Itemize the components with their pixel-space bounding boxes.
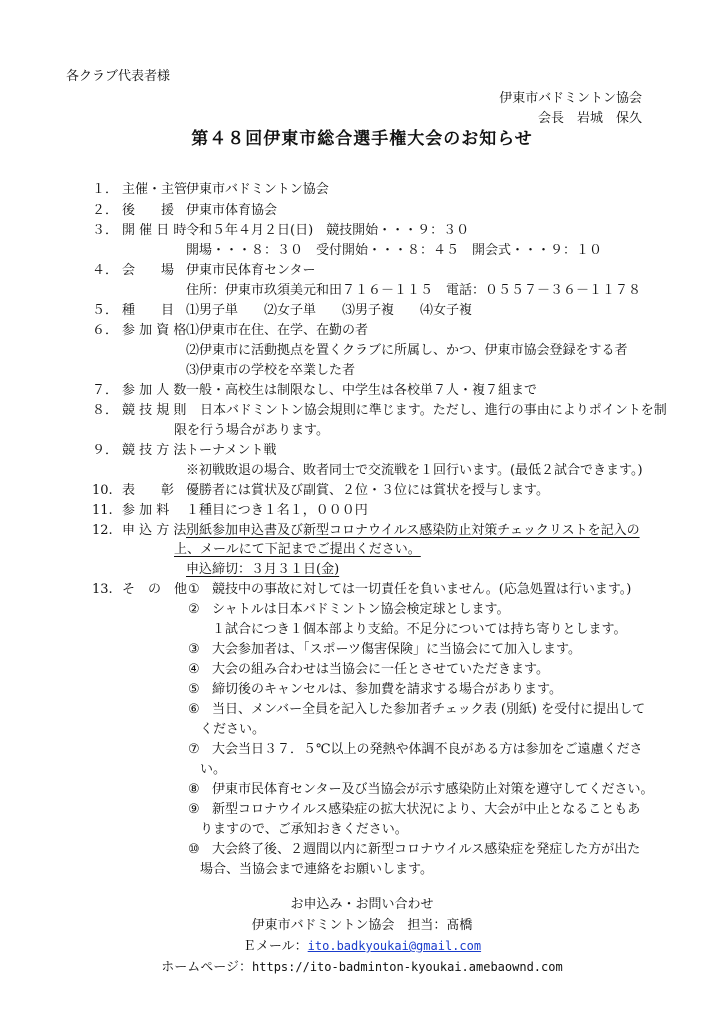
section-number: ７． — [92, 383, 119, 398]
page-title: 第４８回伊東市総合選手権大会のお知らせ — [191, 129, 533, 149]
section-text: 日本バドミントン協会規則に準じます。ただし、進行の事由によりポイントを制 — [200, 403, 667, 418]
section-text: トーナメント戦 — [186, 443, 277, 458]
section-label: そ の 他 — [122, 582, 188, 597]
section-text: 優勝者には賞状及び副賞、２位・３位には賞状を授与します。 — [186, 483, 549, 498]
section-label: 主催・主管 — [122, 182, 188, 197]
section-number: １． — [92, 182, 119, 197]
section-text: 伊東市体育協会 — [186, 203, 278, 218]
section-label: 参 加 資 格 — [122, 323, 187, 338]
addressee: 各クラブ代表者様 — [66, 69, 171, 84]
list-marker: ② — [188, 602, 200, 617]
list-item: りますので、ご承知おきください。 — [200, 822, 408, 837]
email-line — [0, 938, 724, 955]
section-label: 競 技 規 則 — [122, 403, 187, 418]
organization: 伊東市バドミントン協会 — [499, 91, 642, 106]
section-number: ９． — [92, 443, 119, 458]
list-item: １試合につき１個本部より支給。不足分については持ち寄りとします。 — [212, 622, 627, 637]
section-number: ４． — [92, 263, 119, 278]
email-link[interactable]: ito.badkyoukai@gmail.com — [307, 939, 482, 953]
section-label: 申 込 方 法 — [122, 523, 187, 538]
homepage-label: ホームページ： — [161, 960, 253, 975]
section-text: 伊東市民体育センター — [186, 263, 316, 278]
list-item: ください。 — [200, 722, 266, 737]
section-number: ３． — [92, 223, 119, 238]
list-item: 伊東市民体育センター及び当協会が示す感染防止対策を遵守してください。 — [212, 782, 654, 797]
email-label: Ｅメール： — [242, 939, 308, 954]
section-text: 令和５年４月２日(日) 競技開始・・・９：３０ — [186, 223, 470, 238]
section-text: 開場・・・８：３０ 受付開始・・・８：４５ 開会式・・・９：１０ — [186, 243, 603, 258]
list-marker: ⑩ — [188, 842, 200, 857]
deadline: 申込締切：３月３１日(金) — [186, 562, 340, 577]
list-item: い。 — [200, 762, 227, 777]
section-number: ２． — [92, 203, 119, 218]
section-number: 13. — [92, 582, 113, 597]
list-marker: ⑦ — [188, 742, 200, 757]
list-marker: ④ — [188, 662, 200, 677]
contact-heading: お申込み・お問い合わせ — [290, 897, 434, 912]
list-marker: ⑨ — [188, 802, 200, 817]
section-number: ５． — [92, 303, 119, 318]
section-text: ※初戦敗退の場合、敗者同士で交流戦を１回行います。(最低２試合できます。) — [186, 463, 643, 478]
list-item: 大会の組み合わせは当協会に一任とさせていただきます。 — [212, 662, 549, 677]
section-text: １種目につき１名１，０００円 — [186, 503, 368, 518]
list-marker: ① — [188, 582, 200, 597]
president: 会長 岩城 保久 — [537, 111, 642, 126]
list-item: 競技中の事故に対しては一切責任を負いません。(応急処置は行います。) — [212, 582, 632, 597]
section-text: ⑶伊東市の学校を卒業した者 — [186, 363, 356, 378]
list-marker: ⑥ — [188, 702, 200, 717]
section-text: 上、メールにて下記までご提出ください。 — [174, 542, 421, 557]
section-text: ⑴伊東市在住、在学、在勤の者 — [186, 323, 369, 338]
section-label: 参 加 料 — [122, 503, 170, 518]
list-item: 当日、メンバー全員を記入した参加者チェック表 (別紙) を受付に提出して — [212, 702, 646, 717]
section-text: ⑴男子単 ⑵女子単 ⑶男子複 ⑷女子複 — [186, 303, 473, 318]
list-item: 大会当日３７．５℃以上の発熱や体調不良がある方は参加をご遠慮くださ — [212, 742, 643, 757]
list-item: 大会参加者は、「スポーツ傷害保険」に当協会にて加入します。 — [212, 642, 581, 657]
section-label: 参 加 人 数 — [122, 383, 187, 398]
list-item: 新型コロナウイルス感染症の拡大状況により、大会が中止となることもあ — [212, 802, 641, 817]
section-number: ８． — [92, 403, 119, 418]
section-label: 種 目 — [122, 303, 175, 318]
list-item: 締切後のキャンセルは、参加費を請求する場合があります。 — [212, 682, 562, 697]
list-item: 大会終了後、２週間以内に新型コロナウイルス感染症を発症した方が出た — [212, 842, 641, 857]
contact-person: 伊東市バドミントン協会 担当：髙橋 — [251, 918, 473, 933]
list-marker: ⑧ — [188, 782, 200, 797]
section-label: 競 技 方 法 — [122, 443, 187, 458]
section-text: 住所：伊東市玖須美元和田７１６－１１５ 電話：０５５７－３６－１１７８ — [186, 283, 642, 298]
section-text: 一般・高校生は制限なし、中学生は各校単７人・複７組まで — [186, 383, 538, 398]
homepage-url[interactable]: https://ito-badminton-kyoukai.amebaownd.com — [252, 960, 563, 974]
homepage-line — [0, 959, 724, 976]
section-number: 10. — [92, 483, 113, 498]
section-label: 開 催 日 時 — [122, 223, 187, 238]
list-item: 場合、当協会まで連絡をお願いします。 — [200, 862, 433, 877]
section-text: 別紙参加申込書及び新型コロナウイルス感染防止対策チェックリストを記入の — [186, 523, 640, 538]
section-label: 後 援 — [122, 203, 175, 218]
section-label: 表 彰 — [122, 483, 175, 498]
section-text: 限を行う場合があります。 — [174, 423, 329, 438]
list-item: シャトルは日本バドミントン協会検定球とします。 — [212, 602, 510, 617]
section-number: ６． — [92, 323, 119, 338]
section-text: 伊東市バドミントン協会 — [186, 182, 329, 197]
section-number: 11. — [92, 503, 113, 518]
section-number: 12. — [92, 523, 113, 538]
section-label: 会 場 — [122, 263, 175, 278]
section-text: ⑵伊東市に活動拠点を置くクラブに所属し、かつ、伊東市協会登録をする者 — [186, 343, 628, 358]
list-marker: ③ — [188, 642, 200, 657]
list-marker: ⑤ — [188, 682, 200, 697]
